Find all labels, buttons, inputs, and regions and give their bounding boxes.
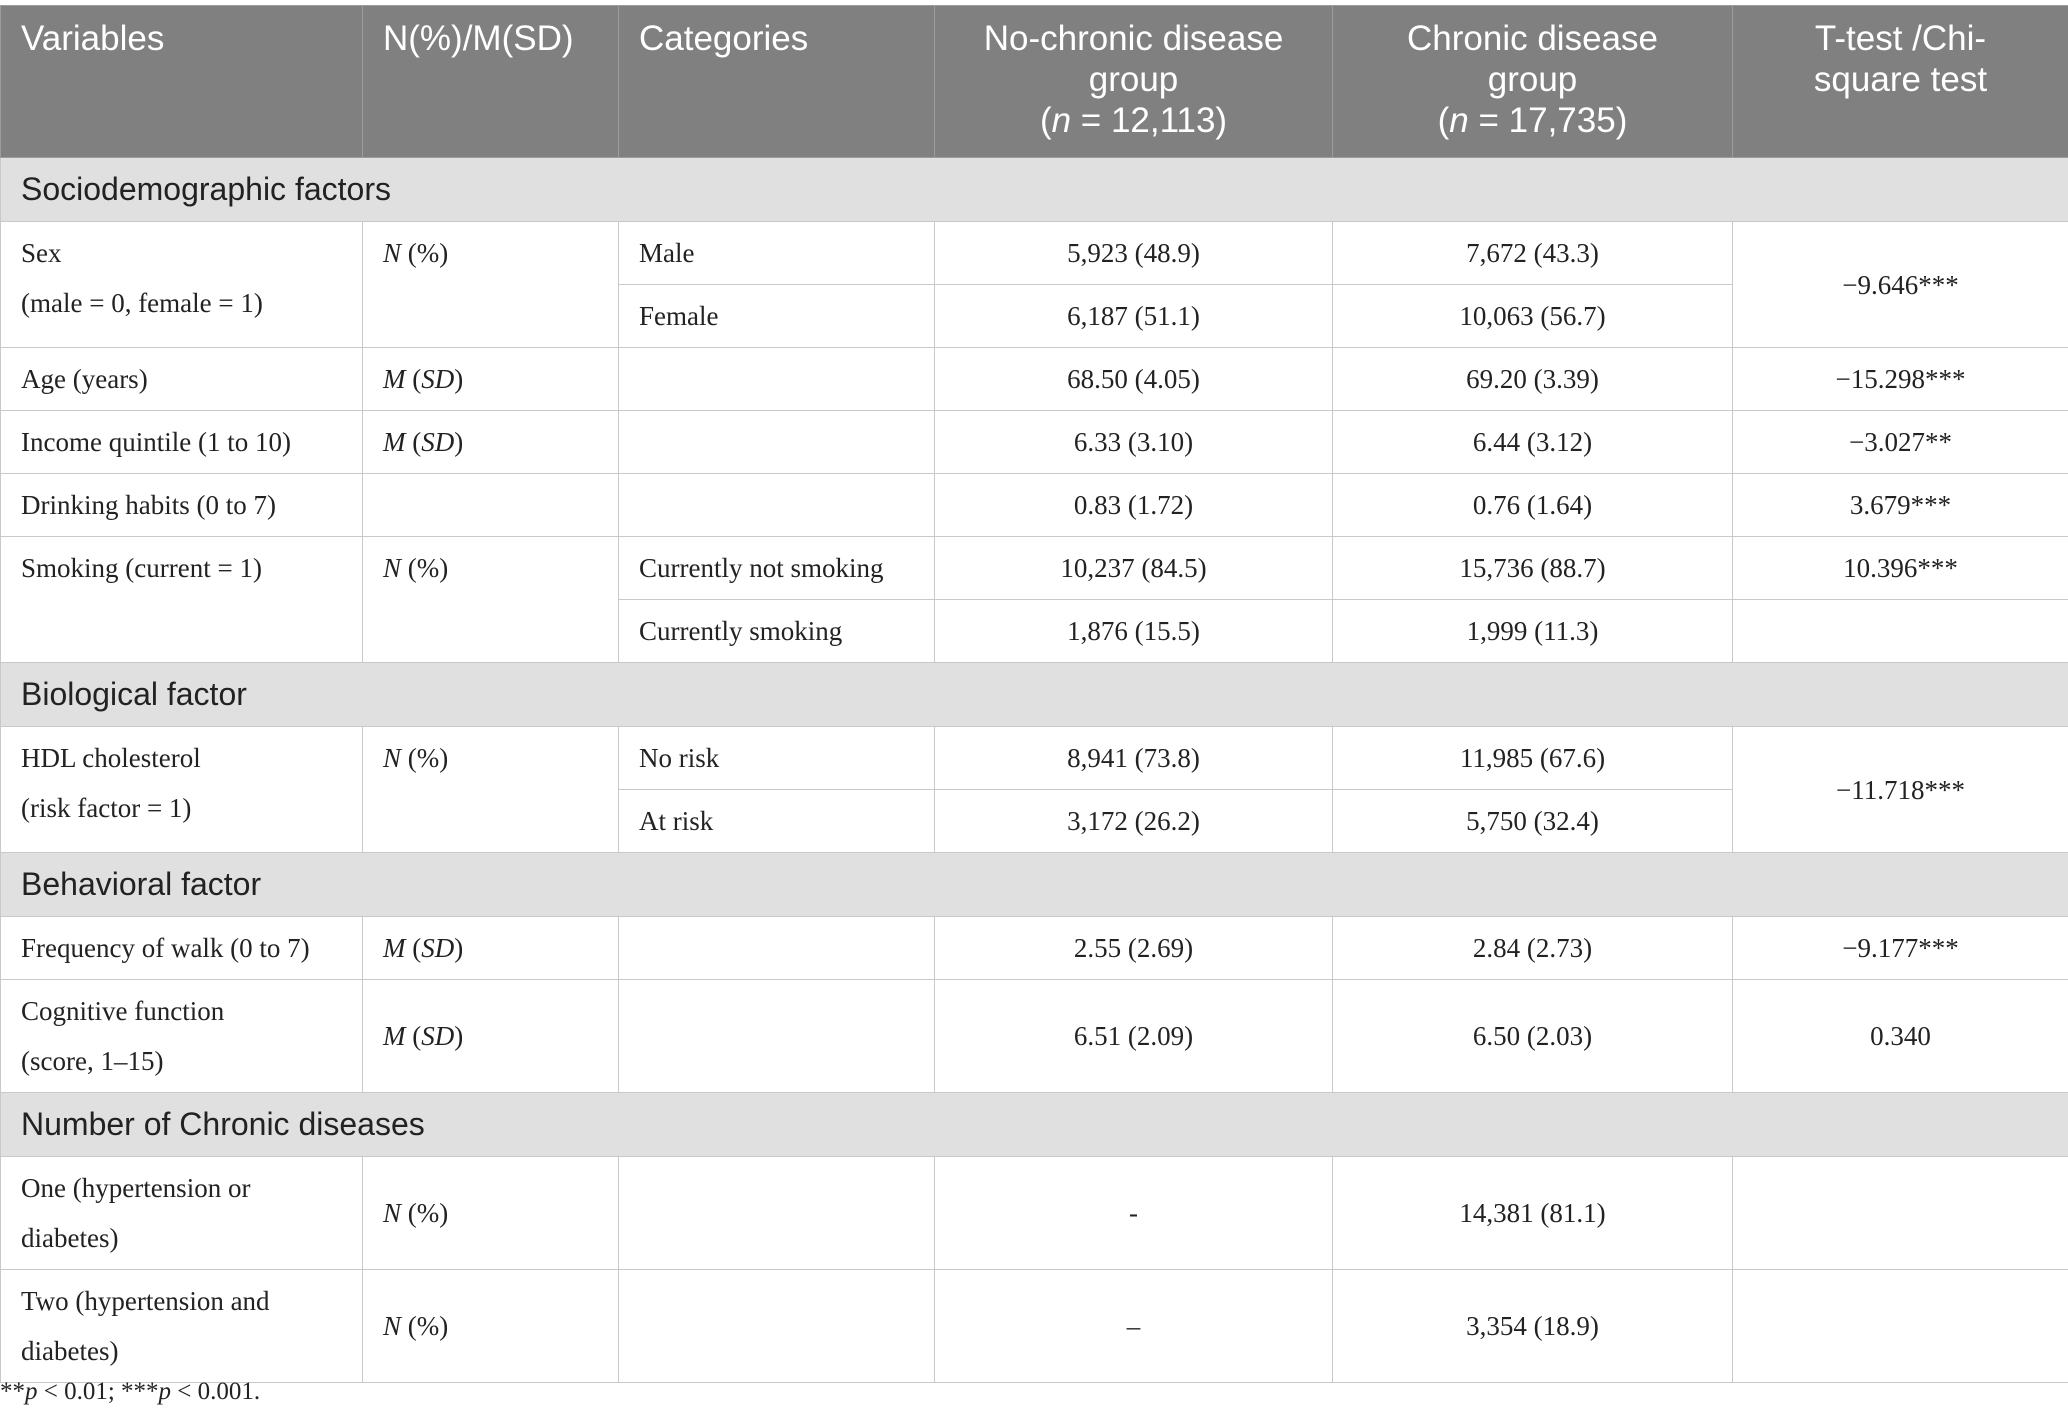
var-income: Income quintile (1 to 10) [1,411,363,474]
chronic-at-risk: 5,750 (32.4) [1333,790,1733,853]
cat-not-smoking: Currently not smoking [619,537,935,600]
cat-cognitive [619,980,935,1093]
stat-drinking [363,474,619,537]
table-row [1,980,2068,1093]
stat-cognitive: M (SD) [363,980,619,1093]
var-hdl: HDL cholesterol (risk factor = 1) [1,727,363,853]
test-age: −15.298*** [1733,348,2068,411]
test-two-diseases [1733,1270,2068,1383]
no-chronic-female: 6,187 (51.1) [935,285,1333,348]
chronic-male: 7,672 (43.3) [1333,222,1733,285]
stat-two-diseases: N (%) [363,1270,619,1383]
section-sociodemographic: Sociodemographic factors [1,158,2068,222]
test-smoking-empty [1733,600,2068,663]
var-sex: Sex (male = 0, female = 1) [1,222,363,348]
no-chronic-no-risk: 8,941 (73.8) [935,727,1333,790]
header-variables: Variables [1,6,363,158]
no-chronic-cognitive: 6.51 (2.09) [935,980,1333,1093]
table-row [1,727,2068,790]
no-chronic-not-smoking: 10,237 (84.5) [935,537,1333,600]
table-row [1,474,2068,537]
chronic-one-disease: 14,381 (81.1) [1333,1157,1733,1270]
no-chronic-two-diseases: – [935,1270,1333,1383]
stat-smoking: N (%) [363,537,619,663]
section-row [1,158,2068,222]
stat-income: M (SD) [363,411,619,474]
cat-one-disease [619,1157,935,1270]
chronic-income: 6.44 (3.12) [1333,411,1733,474]
cat-two-diseases [619,1270,935,1383]
header-categories: Categories [619,6,935,158]
chronic-smoking: 1,999 (11.3) [1333,600,1733,663]
test-income: −3.027** [1733,411,2068,474]
table-row [1,348,2068,411]
cat-female: Female [619,285,935,348]
cat-drinking [619,474,935,537]
test-cognitive: 0.340 [1733,980,2068,1093]
no-chronic-one-disease: - [935,1157,1333,1270]
header-no-chronic-group: No-chronic disease group (n = 12,113) [935,6,1333,158]
no-chronic-at-risk: 3,172 (26.2) [935,790,1333,853]
chronic-female: 10,063 (56.7) [1333,285,1733,348]
section-row [1,1093,2068,1157]
header-test: T-test /Chi- square test [1733,6,2068,158]
test-one-disease [1733,1157,2068,1270]
stat-walk: M (SD) [363,917,619,980]
cat-walk [619,917,935,980]
test-walk: −9.177*** [1733,917,2068,980]
no-chronic-drinking: 0.83 (1.72) [935,474,1333,537]
chronic-no-risk: 11,985 (67.6) [1333,727,1733,790]
var-smoking: Smoking (current = 1) [1,537,363,663]
test-smoking: 10.396*** [1733,537,2068,600]
stat-one-disease: N (%) [363,1157,619,1270]
cat-income [619,411,935,474]
chronic-walk: 2.84 (2.73) [1333,917,1733,980]
no-chronic-income: 6.33 (3.10) [935,411,1333,474]
table-row [1,917,2068,980]
table-row [1,1157,2068,1270]
table-row [1,222,2068,285]
table-row [1,1270,2068,1383]
cat-age [619,348,935,411]
no-chronic-smoking: 1,876 (15.5) [935,600,1333,663]
var-one-disease: One (hypertension or diabetes) [1,1157,363,1270]
cat-at-risk: At risk [619,790,935,853]
section-row [1,853,2068,917]
stat-sex: N (%) [363,222,619,348]
no-chronic-male: 5,923 (48.9) [935,222,1333,285]
chronic-two-diseases: 3,354 (18.9) [1333,1270,1733,1383]
table-row [1,537,2068,600]
test-hdl: −11.718*** [1733,727,2068,853]
header-row [1,6,2068,158]
var-drinking: Drinking habits (0 to 7) [1,474,363,537]
no-chronic-age: 68.50 (4.05) [935,348,1333,411]
cat-male: Male [619,222,935,285]
var-two-diseases: Two (hypertension and diabetes) [1,1270,363,1383]
chronic-drinking: 0.76 (1.64) [1333,474,1733,537]
var-age: Age (years) [1,348,363,411]
section-row [1,663,2068,727]
var-walk: Frequency of walk (0 to 7) [1,917,363,980]
chronic-age: 69.20 (3.39) [1333,348,1733,411]
table-row [1,411,2068,474]
chronic-cognitive: 6.50 (2.03) [1333,980,1733,1093]
no-chronic-walk: 2.55 (2.69) [935,917,1333,980]
chronic-not-smoking: 15,736 (88.7) [1333,537,1733,600]
section-biological: Biological factor [1,663,2068,727]
descriptive-statistics-table [0,5,2068,1383]
cat-no-risk: No risk [619,727,935,790]
section-behavioral: Behavioral factor [1,853,2068,917]
test-sex: −9.646*** [1733,222,2068,348]
header-chronic-group: Chronic disease group (n = 17,735) [1333,6,1733,158]
cat-smoking: Currently smoking [619,600,935,663]
header-stat-type: N(%)/M(SD) [363,6,619,158]
var-cognitive: Cognitive function (score, 1–15) [1,980,363,1093]
stat-hdl: N (%) [363,727,619,853]
section-chronic-diseases: Number of Chronic diseases [1,1093,2068,1157]
stat-age: M (SD) [363,348,619,411]
test-drinking: 3.679*** [1733,474,2068,537]
table-footnote: **p < 0.01; ***p < 0.001. [0,1378,261,1405]
